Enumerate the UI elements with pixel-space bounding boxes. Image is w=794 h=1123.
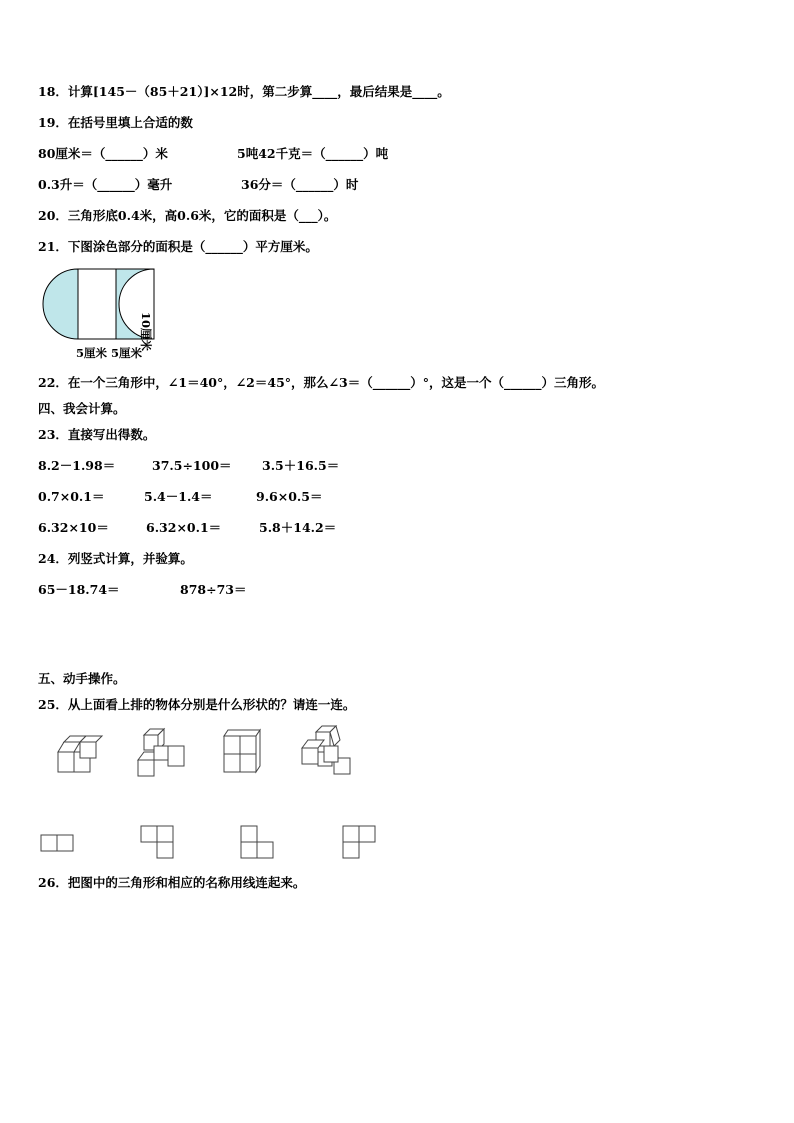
- q19-item-3: 0.3升＝（______）毫升: [38, 177, 173, 192]
- q23-r1c1: 8.2－1.98＝: [38, 458, 116, 473]
- q23-r2c1: 0.7×0.1＝: [38, 489, 105, 504]
- q19-item-4: 36分＝（______）时: [241, 177, 359, 192]
- q24-item-1: 65－18.74＝: [38, 582, 120, 597]
- q19-item-2: 5吨42千克＝（______）吨: [237, 146, 389, 161]
- q23-r3c3: 5.8＋14.2＝: [259, 520, 337, 535]
- question-20: 20．三角形底0.4米，高0.6米，它的面积是（___）。: [38, 208, 337, 223]
- cube-shape-3: [218, 726, 270, 776]
- top-view-4: [340, 823, 380, 863]
- q23-r3c2: 6.32×0.1＝: [146, 520, 222, 535]
- question-19-title: 19．在括号里填上合适的数: [38, 115, 193, 130]
- top-view-1: [38, 830, 78, 856]
- top-view-2: [138, 823, 178, 863]
- q24-item-2: 878÷73＝: [180, 582, 247, 597]
- section-5-heading: 五、动手操作。: [38, 671, 126, 686]
- section-4-heading: 四、我会计算。: [38, 401, 126, 416]
- label-5cm-5cm: 5厘米 5厘米: [76, 346, 143, 360]
- q23-r2c3: 9.6×0.5＝: [256, 489, 323, 504]
- cube-shape-2: [134, 726, 190, 780]
- label-10cm: 10厘米: [139, 312, 153, 352]
- question-23-title: 23．直接写出得数。: [38, 427, 156, 442]
- cube-shape-1: [56, 728, 106, 778]
- q23-r1c2: 37.5÷100＝: [152, 458, 232, 473]
- q19-item-1: 80厘米＝（______）米: [38, 146, 168, 161]
- question-24-title: 24．列竖式计算，并验算。: [38, 551, 193, 566]
- q23-r1c3: 3.5＋16.5＝: [262, 458, 340, 473]
- top-view-3: [238, 823, 278, 863]
- left-white-rect: [78, 269, 116, 339]
- question-25-title: 25．从上面看上排的物体分别是什么形状的？请连一连。: [38, 697, 356, 712]
- question-21-title: 21．下图涂色部分的面积是（______）平方厘米。: [38, 239, 318, 254]
- question-26: 26．把图中的三角形和相应的名称用线连起来。: [38, 875, 306, 890]
- q23-r3c1: 6.32×10＝: [38, 520, 109, 535]
- cube-shape-4: [298, 722, 356, 778]
- q23-r2c2: 5.4－1.4＝: [144, 489, 213, 504]
- question-22: 22．在一个三角形中，∠1＝40°，∠2＝45°，那么∠3＝（______）°，这是一个（______）三角形。: [38, 375, 604, 390]
- question-18: 18．计算[145－（85＋21）]×12时，第二步算____，最后结果是____。: [38, 84, 450, 99]
- left-semicircle-shaded: [43, 269, 78, 339]
